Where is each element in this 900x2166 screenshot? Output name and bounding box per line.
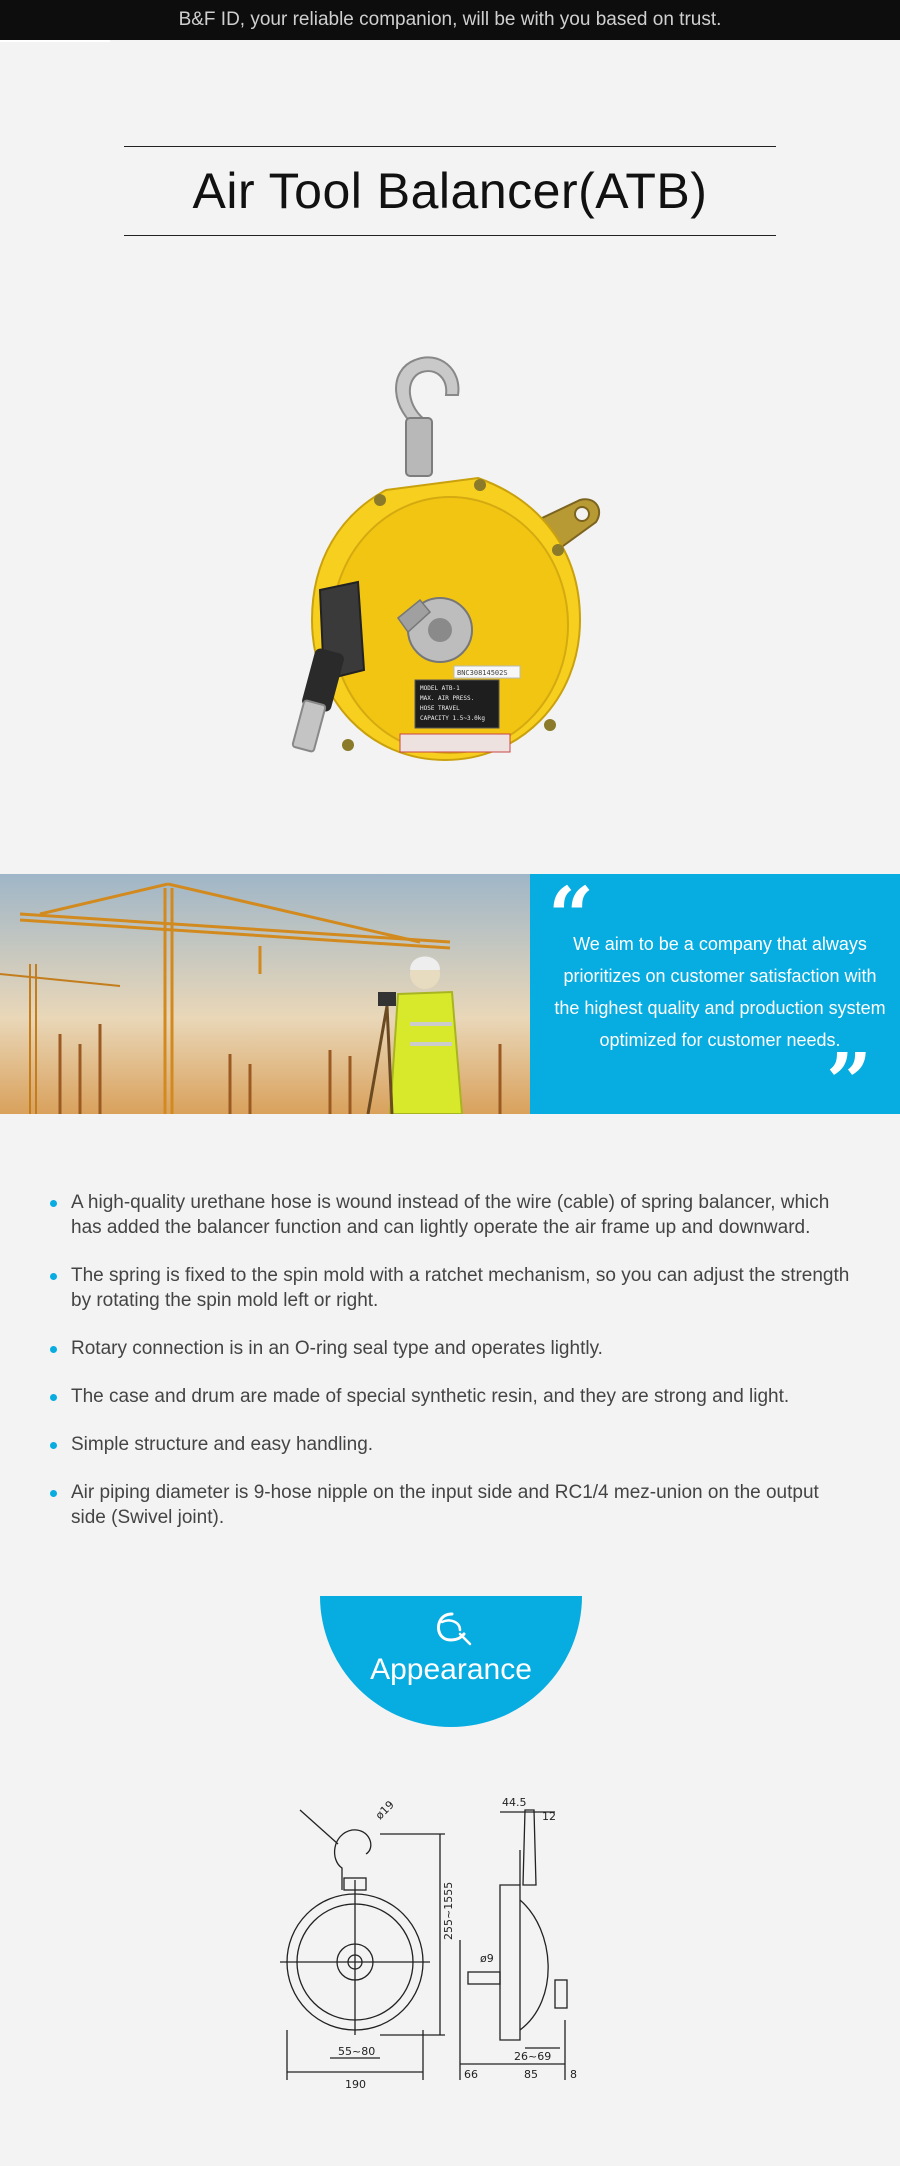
dim-66: 66	[464, 2068, 478, 2081]
dim-8: 8	[570, 2068, 577, 2081]
open-quote-icon: “	[548, 869, 595, 963]
page-title: Air Tool Balancer(ATB)	[192, 163, 708, 219]
appearance-heading	[320, 1596, 582, 1727]
crane-worker-image	[0, 874, 530, 1114]
dimension-drawing	[280, 1790, 620, 2090]
list-item: Air piping diameter is 9-hose nipple on the input side and RC1/4 mez-union on the output side (Swivel joint).	[50, 1480, 850, 1530]
plate-capacity: CAPACITY 1.5~3.0kg	[420, 715, 486, 722]
technical-drawing	[280, 1790, 620, 2090]
close-quote-icon: ”	[825, 1035, 872, 1129]
dim-inner-width: 55~80	[338, 2045, 376, 2058]
construction-photo	[0, 874, 530, 1114]
dim-width: 190	[345, 2078, 366, 2090]
list-item: The case and drum are made of special synthetic resin, and they are strong and light.	[50, 1384, 850, 1409]
air-tool-balancer-illustration	[290, 350, 620, 790]
mission-banner	[0, 869, 900, 1129]
list-item: Rotary connection is in an O-ring seal type and operates lightly.	[50, 1336, 850, 1361]
product-image	[290, 350, 620, 790]
list-item: A high-quality urethane hose is wound instead of the wire (cable) of spring balancer, which has added the balancer function and can lightly operate the air frame up and downward.	[50, 1190, 850, 1240]
dim-26-69: 26~69	[514, 2050, 552, 2063]
plate-press: MAX. AIR PRESS.	[420, 695, 475, 702]
top-tagline-bar	[0, 0, 900, 40]
dim-top-width: 44.5	[502, 1796, 527, 1809]
page-title-block	[124, 146, 776, 236]
dim-top-small: 12	[542, 1810, 556, 1823]
tagline-text: B&F ID, your reliable companion, will be with you based on trust.	[178, 9, 722, 30]
list-item: The spring is fixed to the spin mold with a ratchet mechanism, so you can adjust the strength by rotating the spin mold left or right.	[50, 1263, 850, 1313]
dim-hose-dia: ø9	[480, 1952, 494, 1965]
plate-serial: BNC30814502S	[457, 669, 508, 677]
dim-hook-dia: ø19	[372, 1798, 397, 1823]
feature-list	[50, 1190, 850, 1553]
dim-height: 255~1555	[442, 1881, 455, 1940]
list-item: Simple structure and easy handling.	[50, 1432, 850, 1457]
appearance-label: Appearance	[370, 1653, 532, 1686]
dim-85: 85	[524, 2068, 538, 2081]
topbar-accent-line	[0, 40, 110, 42]
mission-quote-text: We aim to be a company that always prioritizes on customer satisfaction with the highest quality and production system optimized for customer needs.	[554, 934, 886, 1050]
mission-quote-box	[530, 869, 900, 1129]
plate-travel: HOSE TRAVEL	[420, 705, 460, 712]
brand-swirl-icon	[430, 1608, 474, 1648]
plate-model: MODEL ATB-1	[420, 685, 460, 692]
